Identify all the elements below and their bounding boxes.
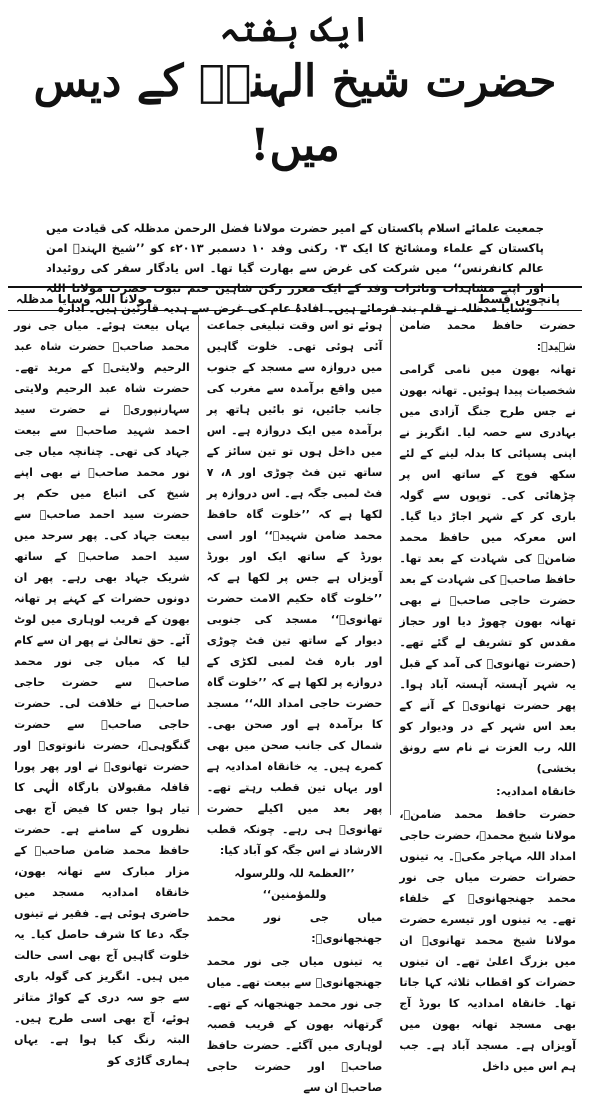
intro-paragraph: جمعیت علمائے اسلام پاکستان کے امیر حضرت مولانا فضل الرحمن مدظلہ کی قیادت میں پاکستان کے علماء ومشائخ کا ایک ۰۳ رکنی وفد ۱۰ دسمبر ۲۰۱۳ء کو ’’شیخ الہندؒ امن عالم کانفرنس‘‘ میں شرکت کی غرض سے بھارت گیا تھا۔ اس یادگار سفر کی روئیداد اور اپنے مشاہدات وتاثرات وفد کے ایک معزز رکن شاہین ختم نبوت حضرت مولانا اللہ وسایا مدظلہ نے قلم بند فرمائے ہیں۔ افادۂ عام کی غرض سے ہدیہ قارئین ہیں۔ ادارہ xyxy=(46,221,544,315)
article-columns xyxy=(6,315,584,1094)
kicker-title: ایک ہفتہ xyxy=(219,10,371,50)
newspaper-page xyxy=(0,10,590,1094)
paragraph: یہ تینوں میاں جی نور محمد جھنجھانویؒ سے بیعت تھے۔ میاں جی نور محمد جھنجھانہ کے تھے۔ گرتھانہ بھون کے قریب قصبہ لوہاری میں آگئے۔ حضرت حافظ صاحبؒ اور حضرت حاجی صاحبؒ ان سے xyxy=(206,955,383,1094)
column-middle xyxy=(199,315,392,1094)
section-heading: حضرت حافظ محمد ضامن شہیدؒ: xyxy=(399,319,576,353)
paragraph: تھانہ بھون میں نامی گرامی شخصیات پیدا ہوئیں۔ تھانہ بھون نے جس طرح جنگ آزادی میں بہادری سے حصہ لیا۔ انگریز نے اپنی پسپائی کا بدلہ لینے کے لئے سکھ فوج کے ساتھ اس پر چڑھائی کی۔ توپوں سے گولہ باری کر کے شہر اجاڑ دیا گیا۔ اس معرکہ میں حافظ محمد ضامنؒ کی شہادت کے بعد تھا۔ حافظ صاحبؒ کی شہادت کے بعد حضرت حاجی صاحبؒ نے بھی تھانہ بھون چھوڑ دیا اور حجاز مقدس کو تشریف لے گئے تھے۔ (حضرت تھانویؒ کی آمد کے قبل یہ شہر آہستہ آہستہ آباد ہوا۔ پھر حضرت تھانویؒ کے آنے کے بعد اس شہر کے در ودیوار کو اللہ رب العزت نے نام سے رونق بخشی) xyxy=(399,363,576,775)
arabic-quote: ’’العظمۃ للہ وللرسولہ وللمؤمنین‘‘ xyxy=(234,867,355,901)
column-left xyxy=(6,315,199,1067)
headline: حضرت شیخ الہندؒ کے دیس میں! xyxy=(33,56,557,171)
paragraph: ہوئے تو اس وقت تبلیغی جماعت آئی ہوئی تھی۔ خلوت گاہیں میں دروازہ سے مسجد کے جنوب میں واقع برآمدہ سے مغرب کی جانب جائیں، تو بائیں ہاتھ پر برآمدہ میں ایک دروازہ ہے۔ اس میں داخل ہوں تو تین سائز کے ساتھ تین فٹ چوڑی اور ۸، ۷ فٹ لمبی جگہ ہے۔ اس دروازہ پر لکھا ہے کہ ’’خلوت گاہ حافظ محمد ضامن شہیدؒ‘‘ اور اسی بورڈ کے ساتھ ایک اور بورڈ آویزاں ہے جس پر لکھا ہے کہ ’’خلوت گاہ حکیم الامت حضرت تھانویؒ‘‘ مسجد کی جنوبی دیوار کے ساتھ تین فٹ چوڑی اور بارہ فٹ لمبی لکڑی کے دروازے پر لکھا ہے کہ ’’خلوت گاہ حضرت حاجی امداد اللہ‘‘ مسجد کا برآمدہ ہے اور صحن بھی۔ شمال کی جانب صحن میں بھی کمرے ہیں۔ یہ خانقاہ امدادیہ ہے اور یہاں تین قطب رہتے تھے۔ پھر بعد میں اکیلے حضرت تھانویؒ ہی رہے۔ چونکہ قطب الارشاد نے اس جگہ کو آباد کیا: xyxy=(206,319,383,857)
installment-label: پانچویں قسط xyxy=(477,292,560,306)
column-right xyxy=(391,315,584,1073)
section-heading: میاں جی نور محمد جھنجھانویؒ: xyxy=(206,911,383,945)
paragraph: یہاں بیعت ہوئے۔ میاں جی نور محمد صاحبؒ حضرت شاہ عبد الرحیم ولایتیؒ کے مرید تھے۔ حضرت شاہ عبد الرحیم ولایتی سہارنپوریؒ نے حضرت سید احمد شہید صاحبؒ سے بیعت جہاد کی تھی۔ چنانچہ میاں جی نور محمد صاحبؒ نے بھی اپنے شیخ کی اتباع میں حکم پر حضرت سید احمد صاحبؒ سے بیعت جہاد کی۔ پھر سرحد میں سید احمد صاحبؒ کے ساتھ شریک جہاد بھی رہے۔ پھر ان دونوں حضرات کے کہنے پر تھانہ بھون کے قریب لوہاری میں لوٹ آئے۔ حق تعالیٰ نے پھر ان سے کام لیا کہ میاں جی نور محمد صاحبؒ سے حضرت حاجی صاحبؒ نے خلافت لی۔ حضرت حاجی صاحبؒ سے حضرت گنگوہیؒ، حضرت نانوتویؒ اور حضرت تھانویؒ نے اور پھر پورا قافلہ مقبولان بارگاہ الٰہی کا تیار ہوا جس کا فیض آج بھی نظروں کے سامنے ہے۔ حضرت حافظ محمد ضامن صاحبؒ کے مزار مبارک سے تھانہ بھون، خانقاہ امدادیہ مسجد میں حاضری ہوئی ہے۔ فقیر نے تینوں جگہ دعا کا شرف حاصل کیا۔ یہ خلوت گاہیں آج بھی اسی حالت میں ہیں۔ انگریز کی گولہ باری سے جو سہ دری کے کواڑ متاثر ہوئے، آج بھی اسی طرح ہیں۔ البتہ رنگ کیا ہوا ہے۔ یہاں ہماری گاڑی کو xyxy=(14,319,190,1067)
author-name: مولانا اللہ وسایا مدظلہ xyxy=(16,292,153,306)
section-heading: خانقاہ امدادیہ: xyxy=(496,785,576,798)
paragraph: حضرت حافظ محمد ضامنؒ، مولانا شیخ محمدؒ، حضرت حاجی امداد اللہ مہاجر مکیؒ۔ یہ تینوں حضرات حضرت میاں جی نور محمد جھنجھانویؒ کے خلفاء تھے۔ یہ تینوں اور تیسرے حضرت مولانا شیخ محمد تھانویؒ ان میں بزرگ اعلیٰ تھے۔ ان تینوں حضرات کو اقطاب ثلاثہ کہا جاتا تھا۔ خانقاہ امدادیہ کا بورڈ آج بھی مسجد تھانہ بھون میں آویزاں ہے۔ مسجد آباد ہے۔ جب ہم اس میں داخل xyxy=(399,808,576,1073)
